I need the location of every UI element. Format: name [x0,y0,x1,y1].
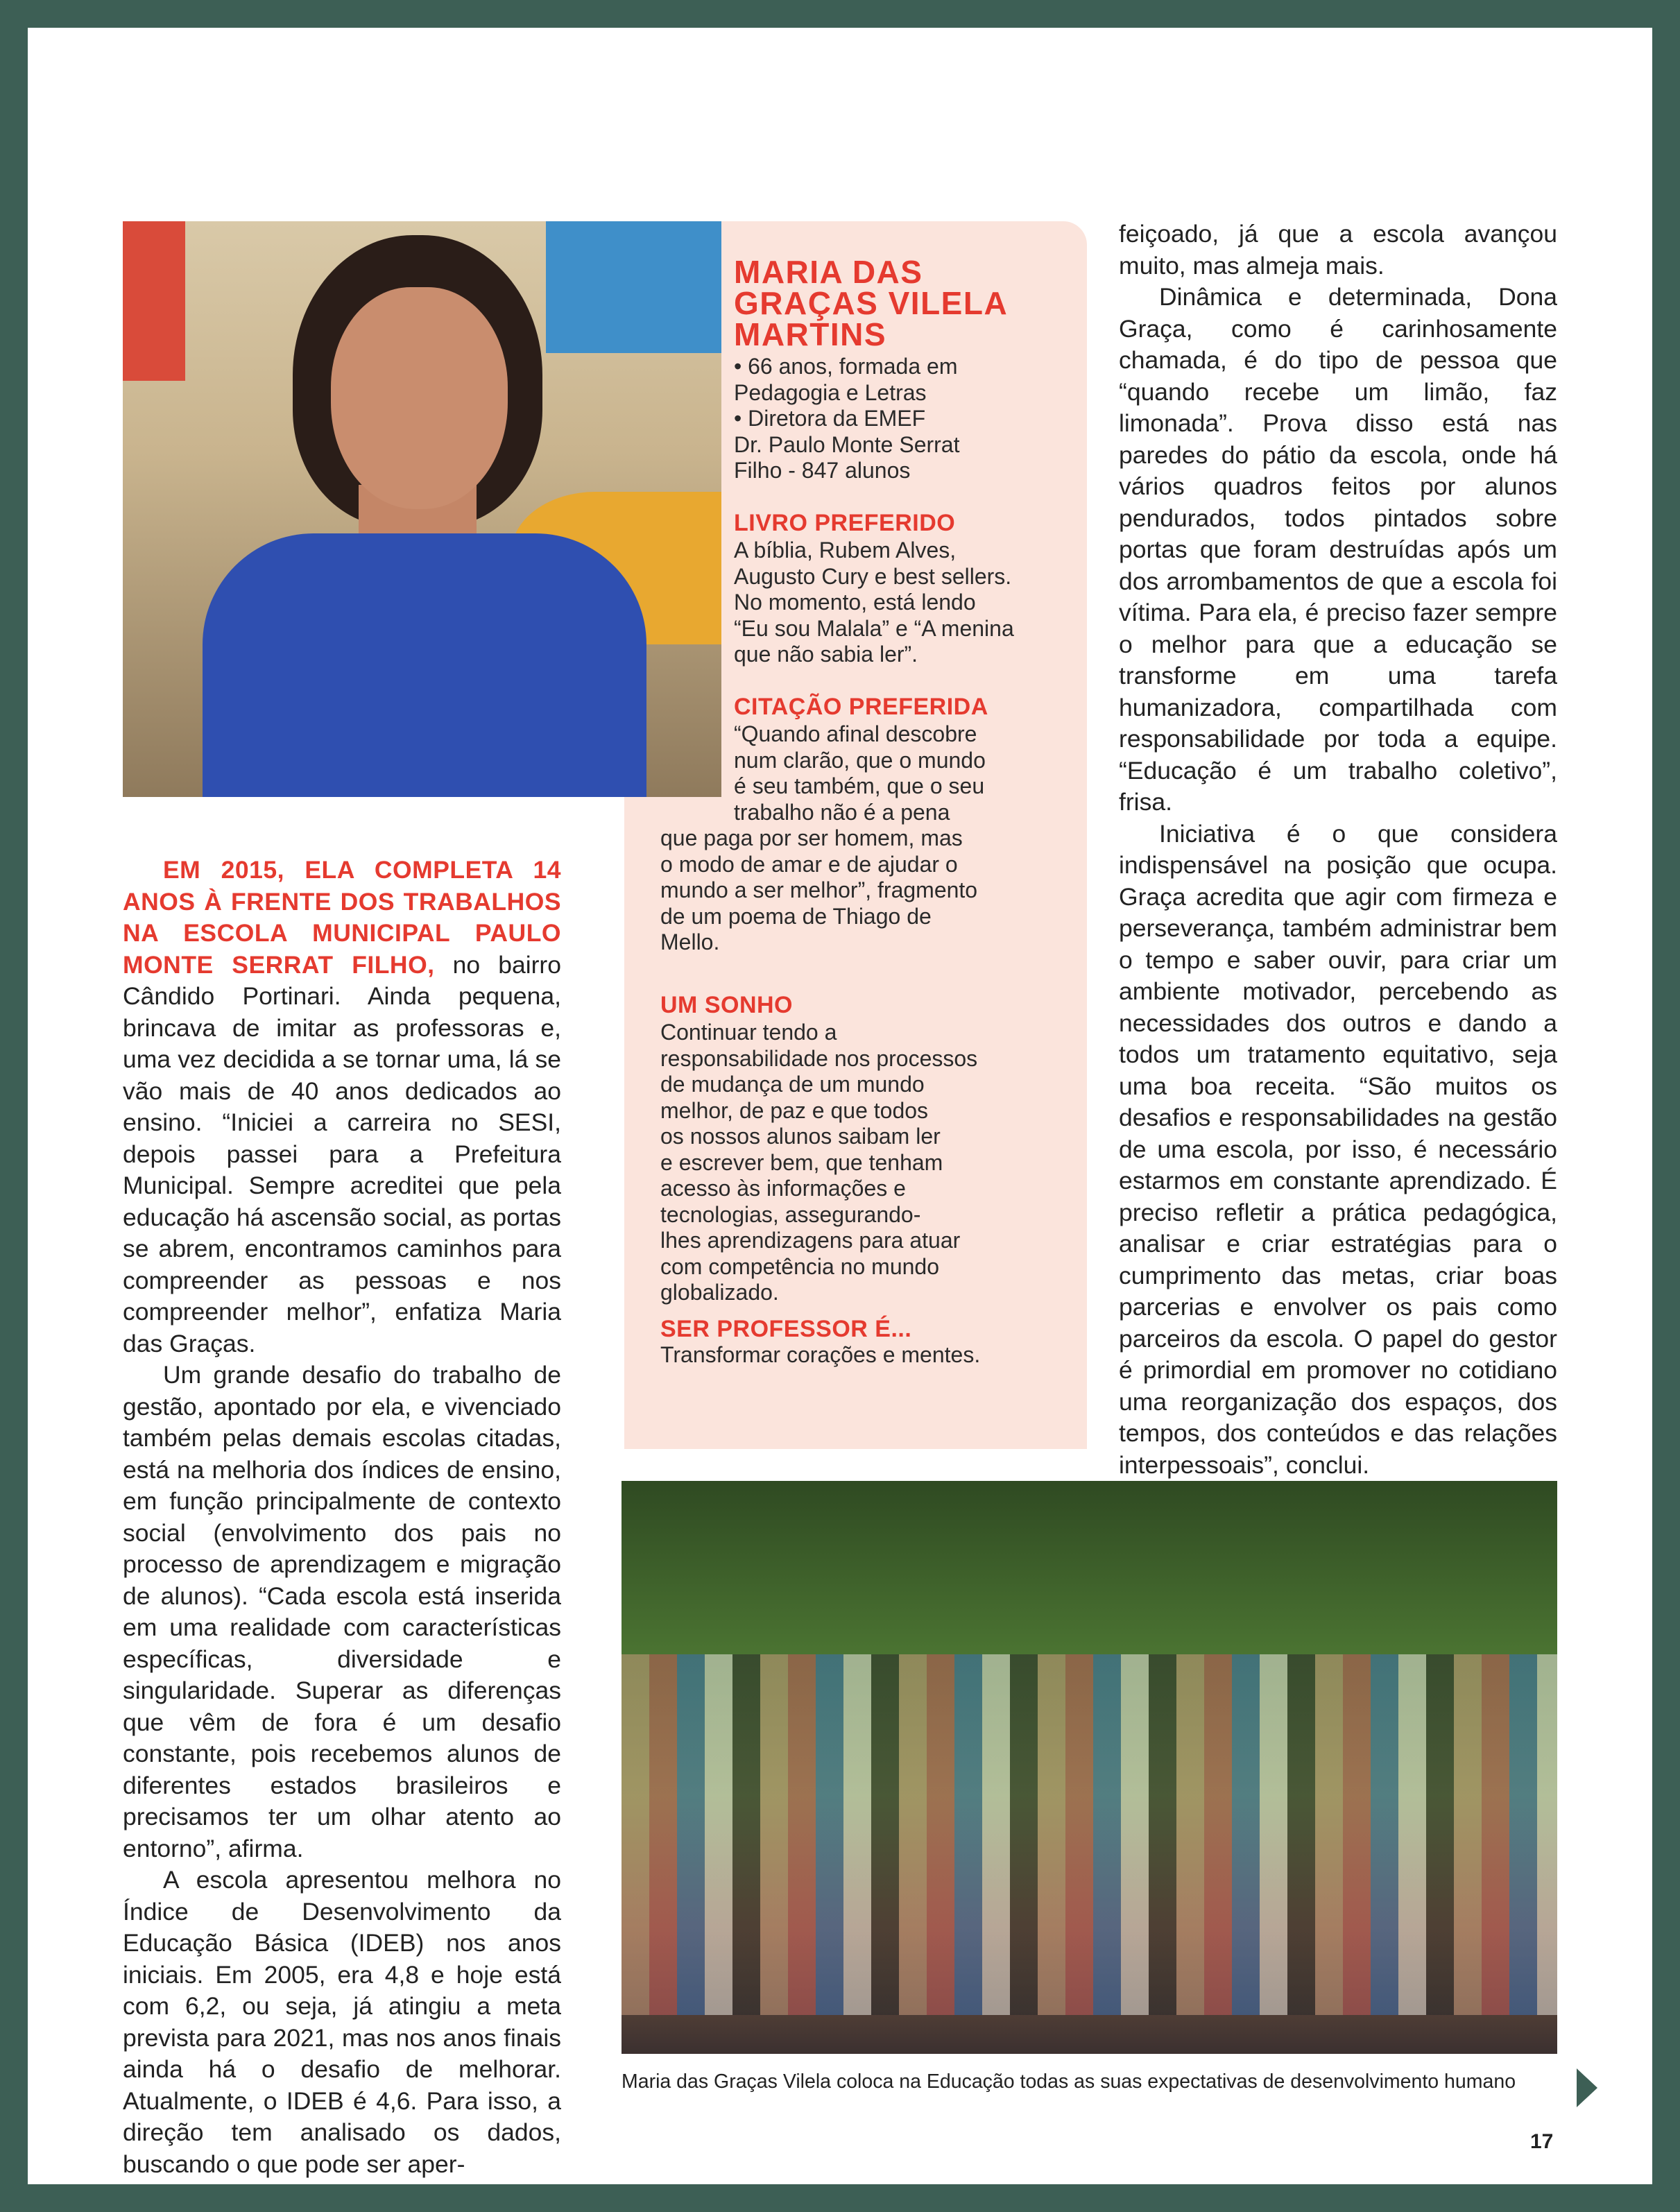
book-line: que não sabia ler”. [734,642,918,667]
dream-line: com competência no mundo [660,1253,939,1279]
paragraph: A escola apresentou melhora no Índice de Desenvolvimento da Educação Básica (IDEB) nos anos iniciais. Em 2005, era 4,8 e hoje está com 6,2, ou seja, já atingiu a meta prevista para 2021, mas nos anos finais ainda há o desafio de melhorar. Atualmente, o IDEB é 4,6. Para isso, a direção tem analisado os dados, buscando o que pode ser aper- [123,1866,561,2178]
quote-line: num clarão, que o mundo [734,747,986,773]
portrait-photo [123,221,721,797]
wall-painting [546,221,721,353]
paragraph-text: no bairro Cândido Portinari. Ainda pequena, brincava de imitar as professoras e, uma vez decidida a se tornar uma, lá se vão mais de 40 anos dedicados ao ensino. “Iniciei a carreira no SESI, depois passei para a Prefeitura Municipal. Sempre acreditei que pela educação há ascensão social, as portas se abrem, encontramos caminhos para compreender as pessoas e nos compreender melhor”, enfatiza Maria das Graças. [123,950,561,1357]
dream-line: tecnologias, assegurando- [660,1201,921,1227]
bio-line: Dr. Paulo Monte Serrat [734,431,960,457]
staff-group [622,1654,1557,2015]
group-photo [622,1481,1557,2054]
quote-line: trabalho não é a pena [734,799,950,825]
bio-line: Pedagogia e Letras [734,379,927,405]
quote-heading: CITAÇÃO PREFERIDA [734,694,988,720]
photo-caption: Maria das Graças Vilela coloca na Educação todas as suas expectativas de desenvolvimento humano [622,2070,1516,2093]
magazine-page [28,28,1652,2184]
book-line: “Eu sou Malala” e “A menina [734,615,1014,641]
dream-line: os nossos alunos saibam ler [660,1124,941,1149]
book-line: A bíblia, Rubem Alves, [734,538,957,563]
dream-line: lhes aprendizagens para atuar [660,1228,961,1253]
quote-text-indented [734,721,986,825]
paragraph [123,855,561,1360]
next-arrow-icon [1577,2068,1597,2107]
quote-line: o modo de amar e de ajudar o [660,851,958,877]
teacher-text: Transformar corações e mentes. [660,1342,981,1367]
face [331,287,508,509]
lead-in: EM 2015, ELA COMPLETA 14 ANOS À FRENTE DOS TRABALHOS NA ESCOLA MUNICIPAL PAULO MONTE SERRAT FILHO, [123,856,561,979]
dream-line: responsabilidade nos processos [660,1045,978,1071]
quote-line: é seu também, que o seu [734,773,985,798]
book-line: Augusto Cury e best sellers. [734,563,1012,589]
dream-line: Continuar tendo a [660,1020,837,1045]
profile-name [734,254,1009,352]
paragraph: Um grande desafio do trabalho de gestão, apontado por ela, e vivenciado também pelas demais escolas citadas, está na melhoria dos índices de ensino, em função principalmente de contexto social (envolvimento dos pais no processo de aprendizagem e migração de alunos). “Cada escola está inserida em uma realidade com características específicas, diversidade e singularidade. Superar as diferenças que vêm de fora é um desafio constante, pois recebemos alunos de diferentes estados brasileiros e precisamos ter um olhar atento ao entorno”, afirma. [123,1361,561,1862]
dream-line: acesso às informações e [660,1176,906,1201]
quote-line: que paga por ser homem, mas [660,825,963,850]
quote-line: Mello. [660,929,720,954]
paragraph: Dinâmica e determinada, Dona Graça, como é carinhosamente chamada, é do tipo de pessoa que “quando recebe um limão, faz limonada”. Prova disso está nas paredes do pátio da escola, onde há vários quadros feitos por alunos pendurados, todos pintados sobre portas que foram destruídas após um dos arrombamentos de que a escola foi vítima. Para ela, é preciso fazer sempre o melhor para que a educação se transforme em uma tarefa humanizadora, compartilhada com responsabilidade por toda a equipe. “Educação é um trabalho coletivo”, frisa. [1119,283,1557,816]
dream-line: melhor, de paz e que todos [660,1097,929,1123]
teacher-heading: SER PROFESSOR É... [660,1316,912,1342]
quote-line: “Quando afinal descobre [734,721,977,746]
bio-line: • 66 anos, formada em [734,354,958,379]
blue-blouse [203,533,646,797]
profile-name-line: GRAÇAS VILELA [734,285,1009,321]
bio-line: • Diretora da EMEF [734,406,926,431]
profile-name-line: MARIA DAS [734,254,923,290]
quote-line: de um poema de Thiago de [660,903,932,929]
column-left [123,855,561,2180]
bio-line: Filho - 847 alunos [734,458,911,483]
profile-bio [734,354,959,484]
book-text [734,538,1014,668]
quote-line: mundo a ser melhor”, fragmento [660,877,978,902]
profile-name-line: MARTINS [734,316,887,352]
wall-decoration [123,221,185,381]
paragraph: Iniciativa é o que considera indispensável na posição que ocupa. Graça acredita que agir com firmeza e perseverança, também administrar bem o tempo e saber ouvir, para criar um ambiente motivador, percebendo as necessidades dos outros e dando a todos um tratamento equitativo, seja uma boa receita. “São muitos os desafios e responsabilidades na gestão de uma escola, por isso, é necessário estarmos em constante aprendizado. É preciso refletir a prática pedagógica, analisar e criar estratégias para o cumprimento das metas, criar boas parcerias e envolver os pais como parceiros da escola. O papel do gestor é primordial em promover no cotidiano uma reorganização dos espaços, dos tempos, dos conteúdos e das relações interpessoais”, conclui. [1119,819,1557,1479]
book-heading: LIVRO PREFERIDO [734,510,956,536]
quote-text [660,825,977,956]
dream-heading: UM SONHO [660,992,793,1018]
column-right [1119,218,1557,1481]
dream-line: globalizado. [660,1280,779,1305]
book-line: No momento, está lendo [734,590,976,615]
dream-line: e escrever bem, que tenham [660,1149,943,1175]
paragraph: feiçoado, já que a escola avançou muito, mas almeja mais. [1119,220,1557,280]
page-number: 17 [1530,2130,1554,2153]
dream-text [660,1020,977,1306]
dream-line: de mudança de um mundo [660,1072,925,1097]
